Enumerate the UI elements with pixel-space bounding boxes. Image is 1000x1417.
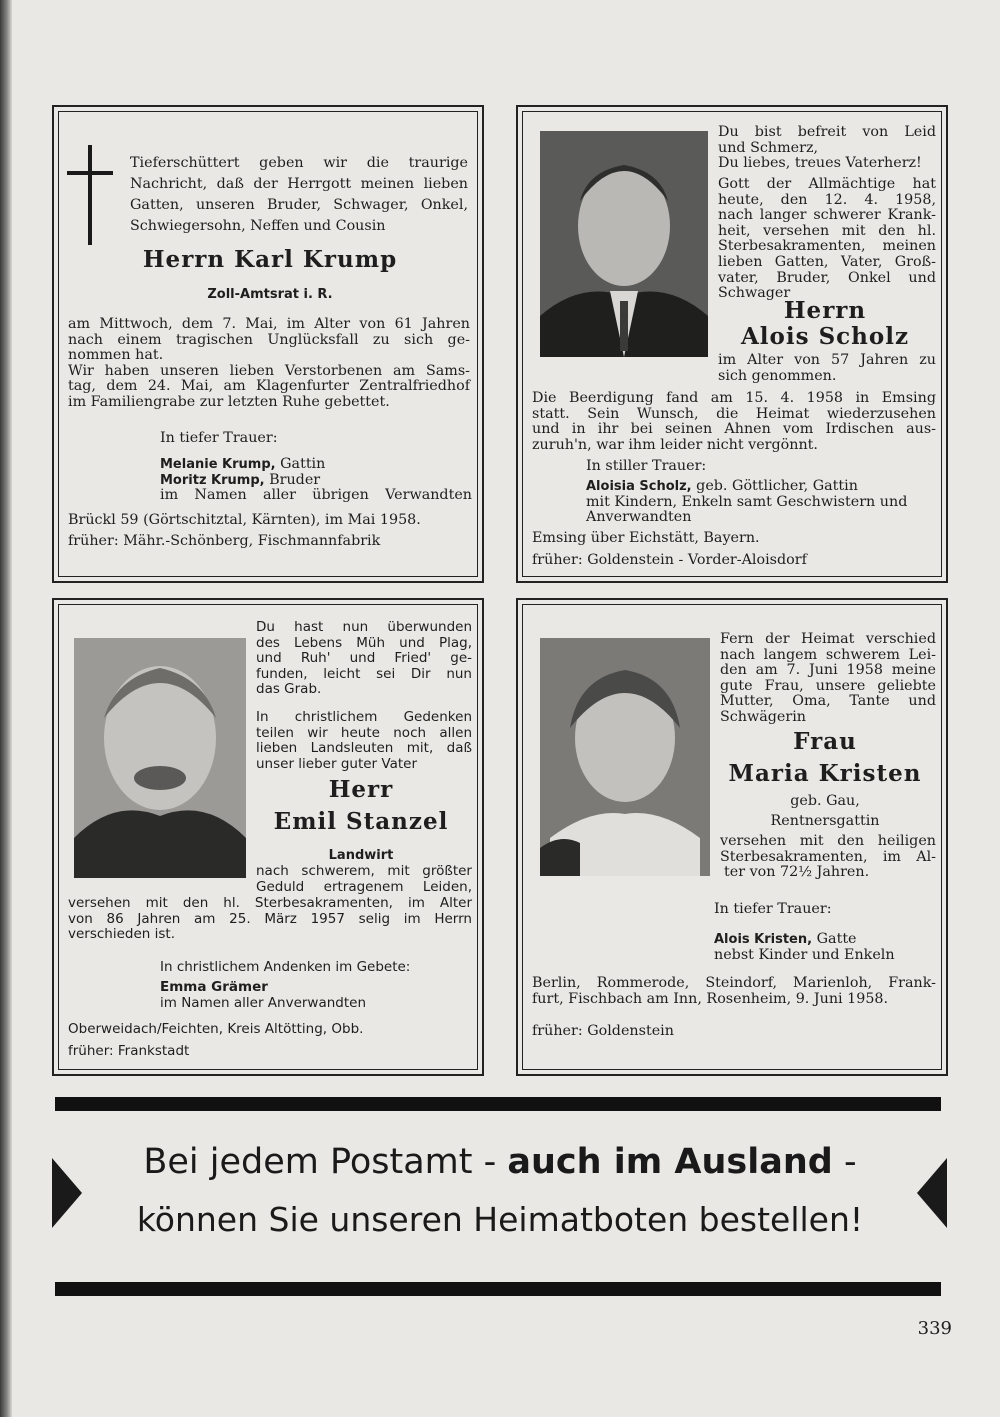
deceased-name: Emil Stanzel [273,808,449,835]
deceased-name: Maria Kristen [728,760,922,787]
verse: Du bist befreit von Leid und Schmerz, Du liebes, treues Vaterherz! [718,124,936,172]
deceased-name: Herrn Karl Krump [142,246,398,273]
age-text: im Alter von 57 Jahren zu sich genommen. [718,352,936,384]
deceased-name: Alois Scholz [740,323,910,350]
arrow-left-icon [917,1158,947,1228]
birth-name: geb. Gau, [790,793,860,809]
former-residence: früher: Frankstadt [68,1043,190,1059]
obituary-intro: Tieferschüttert geben wir die traurige Nachricht, daß der Herrgott meinen lieben Gatten, unseren Bruder, Schwager, Onkel, Schwiegersohn, Neffen und Cousin [130,155,468,234]
obituary-body: versehen mit den heiligen Sterbesakramenten, im Al- ter von 72½ Jahren. [720,833,936,881]
mourning-heading: In christlichem Andenken im Gebete: [160,959,411,975]
verse: Du hast nun überwunden des Lebens Müh und Plag, und Ruh' und Fried' ge- funden, leicht sei Dir nun das Grab. [256,619,472,698]
portrait-photo-maria-kristen [540,638,710,876]
obituary-maria-kristen [516,598,948,1076]
obituary-alois-scholz [516,105,948,583]
former-residence: früher: Goldenstein [532,1023,674,1039]
obituary-karl-krump [52,105,484,583]
deceased-salutation: Herrn [783,297,867,324]
deceased-title: Rentnersgattin [770,813,880,829]
place: Oberweidach/Feichten, Kreis Altötting, Obb. [68,1021,364,1037]
mourning-heading: In tiefer Trauer: [160,430,278,446]
obituary-intro: Fern der Heimat verschied nach langem schwerem Lei- den am 7. Juni 1958 meine gute Frau, unsere geliebte Mutter, Oma, Tante und Schwägerin [720,631,936,725]
former-residence: früher: Mähr.-Schönberg, Fischmannfabrik [68,533,381,549]
page-number: 339 [917,1318,952,1339]
obituary-intro: In christlichem Gedenken teilen wir heute noch allen lieben Landsleuten mit, daß unser lieber guter Vater [256,709,472,772]
obituary-body-short: nach schwerem, mit größter Geduld ertragenem Leiden, [256,863,472,895]
mourning-heading: In stiller Trauer: [586,458,707,474]
divider-bottom [55,1282,941,1296]
portrait-photo-alois-scholz [540,131,708,357]
deceased-title: Landwirt [328,848,394,863]
place: Emsing über Eichstätt, Bayern. [532,530,760,546]
advert-line-2: können Sie unseren Heimatboten bestellen! [136,1200,864,1239]
mourners: Emma Grämer im Namen aller Anverwandten [160,979,367,1011]
mourning-heading: In tiefer Trauer: [714,901,832,917]
divider-top [55,1097,941,1111]
obituary-body: Die Beerdigung fand am 15. 4. 1958 in Emsing statt. Sein Wunsch, die Heimat wiederzusehen und in ihr bei seinen Ahnen vom Irdischen aus- zuruh'n, war ihm leider nicht vergönnt. [532,390,936,453]
mourners: Melanie Krump, Gattin Moritz Krump, Bruder im Namen aller übrigen Verwandten [160,456,472,504]
former-residence: früher: Goldenstein - Vorder-Aloisdorf [532,552,807,568]
portrait-photo-emil-stanzel [74,638,246,878]
obituary-intro: Gott der Allmächtige hat heute, den 12. 4. 1958, nach langer schwerer Krank- heit, versehen mit den hl. Sterbesakramenten, meinen lieben Gatten, Vater, Groß- vater, Bruder, Onkel und Schwager [718,176,936,302]
place-date: Brückl 59 (Görtschitztal, Kärnten), im Mai 1958. [68,512,421,528]
obituary-emil-stanzel [52,598,484,1076]
advert-line-1: Bei jedem Postamt - auch im Ausland - [143,1142,857,1182]
deceased-salutation: Frau [793,728,857,755]
place: Berlin, Rommerode, Steindorf, Marienloh, Frank- furt, Fischbach am Inn, Rosenheim, 9. Juni 1958. [532,975,936,1007]
obituary-body: am Mittwoch, dem 7. Mai, im Alter von 61 Jahren nach einem tragischen Unglücksfall zu sich ge- nommen hat. Wir haben unseren lieben Verstorbenen am Sams- tag, dem 24. Mai, am Klagenfurter Zentralfriedhof im Familiengrabe zur letzten Ruhe gebettet. [68,316,470,410]
cross-icon [65,145,115,245]
mourners: Alois Kristen, Gatte nebst Kinder und Enkeln [714,931,895,963]
mourners: Aloisia Scholz, geb. Göttlicher, Gattin mit Kindern, Enkeln samt Geschwistern und Anverwandten [586,478,908,526]
deceased-salutation: Herr [328,776,394,803]
deceased-title: Zoll-Amtsrat i. R. [207,287,333,302]
obituary-body: versehen mit den hl. Sterbesakramenten, im Alter von 86 Jahren am 25. März 1957 selig im Herrn verschieden ist. [68,895,472,943]
